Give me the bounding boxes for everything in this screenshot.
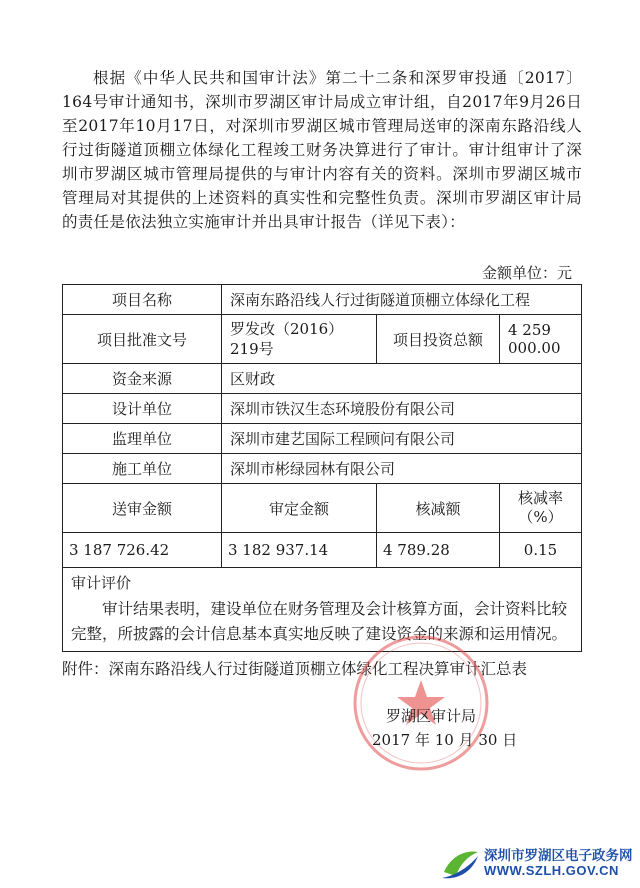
- reduction-rate-header: [500, 484, 582, 533]
- table-row: [63, 394, 582, 424]
- supervision-unit-label: 监理单位: [63, 424, 222, 454]
- audit-evaluation-title: 审计评价: [71, 574, 132, 592]
- intro-paragraph: 根据《中华人民共和国审计法》第二十二条和深罗审投通〔2017〕164号审计通知书，深圳市罗湖区审计局成立审计组，自2017年9月26日至2017年10月17日，对深圳市罗湖区城市管理局送审的深南东路沿线人行过街隧道顶棚立体绿化工程竣工财务决算进行了审计。审计组审计了深圳市罗湖区城市管理局提供的与审计内容有关的资料。深圳市罗湖区城市管理局对其提供的上述资料的真实性和完整性负责。深圳市罗湖区审计局的责任是依法独立实施审计并出具审计报告（详见下表）：: [62, 69, 582, 231]
- table-row: [63, 454, 582, 484]
- audit-evaluation-body: 审计结果表明，建设单位在财务管理及会计核算方面，会计资料比较完整，所披露的会计信息基本真实地反映了建设资金的来源和运用情况。: [71, 600, 568, 643]
- reduction-rate-label: 核减率: [517, 489, 563, 507]
- submitted-amount-header: 送审金额: [63, 484, 222, 533]
- watermark-site-url: WWW.SZLH.GOV.CN: [484, 863, 619, 878]
- amount-header-row: [63, 484, 582, 533]
- approval-number-value: [222, 315, 377, 364]
- supervision-unit-value: 深圳市建艺国际工程顾问有限公司: [222, 424, 582, 454]
- issuing-authority: 罗湖区审计局: [386, 707, 477, 725]
- submitted-amount-value: 3 187 726.42: [63, 533, 222, 568]
- table-row: [63, 285, 582, 315]
- signature-block: [372, 704, 517, 752]
- table-row: [63, 315, 582, 364]
- table-row: [63, 424, 582, 454]
- reduction-rate-value: 0.15: [500, 533, 582, 568]
- attachment-note: 附件：深南东路沿线人行过街隧道顶棚立体绿化工程决算审计汇总表: [62, 660, 528, 678]
- total-investment-label: 项目投资总额: [377, 315, 500, 364]
- design-unit-value: 深圳市铁汉生态环境股份有限公司: [222, 394, 582, 424]
- design-unit-label: 设计单位: [63, 394, 222, 424]
- audit-info-table: [62, 284, 582, 652]
- table-row: [63, 364, 582, 394]
- fund-source-value: 区财政: [222, 364, 582, 394]
- reduction-amount-value: 4 789.28: [377, 533, 500, 568]
- project-name-label: 项目名称: [63, 285, 222, 315]
- construction-unit-label: 施工单位: [63, 454, 222, 484]
- approved-amount-value: 3 182 937.14: [222, 533, 377, 568]
- audit-evaluation-cell: [63, 568, 582, 652]
- fund-source-label: 资金来源: [63, 364, 222, 394]
- approval-number-label: 项目批准文号: [63, 315, 222, 364]
- watermark-site-name: 深圳市罗湖区电子政务网: [484, 848, 633, 863]
- total-investment-value: 4 259 000.00: [500, 315, 582, 364]
- reduction-amount-header: 核减额: [377, 484, 500, 533]
- approved-amount-header: 审定金额: [222, 484, 377, 533]
- amount-value-row: [63, 533, 582, 568]
- site-watermark-logo: [438, 842, 638, 886]
- project-name-value: 深南东路沿线人行过街隧道顶棚立体绿化工程: [222, 285, 582, 315]
- approval-number-line2: 219号: [230, 340, 274, 358]
- issue-date: 2017 年 10 月 30 日: [372, 731, 518, 749]
- amount-unit-label: 金额单位：元: [481, 264, 572, 282]
- approval-number-line1: 罗发改（2016）: [230, 320, 344, 338]
- official-seal-stamp: [346, 628, 496, 778]
- reduction-rate-unit: （%）: [518, 508, 563, 526]
- construction-unit-value: 深圳市彬绿园林有限公司: [222, 454, 582, 484]
- swoosh-logo-icon: [438, 842, 482, 884]
- table-row: [63, 568, 582, 652]
